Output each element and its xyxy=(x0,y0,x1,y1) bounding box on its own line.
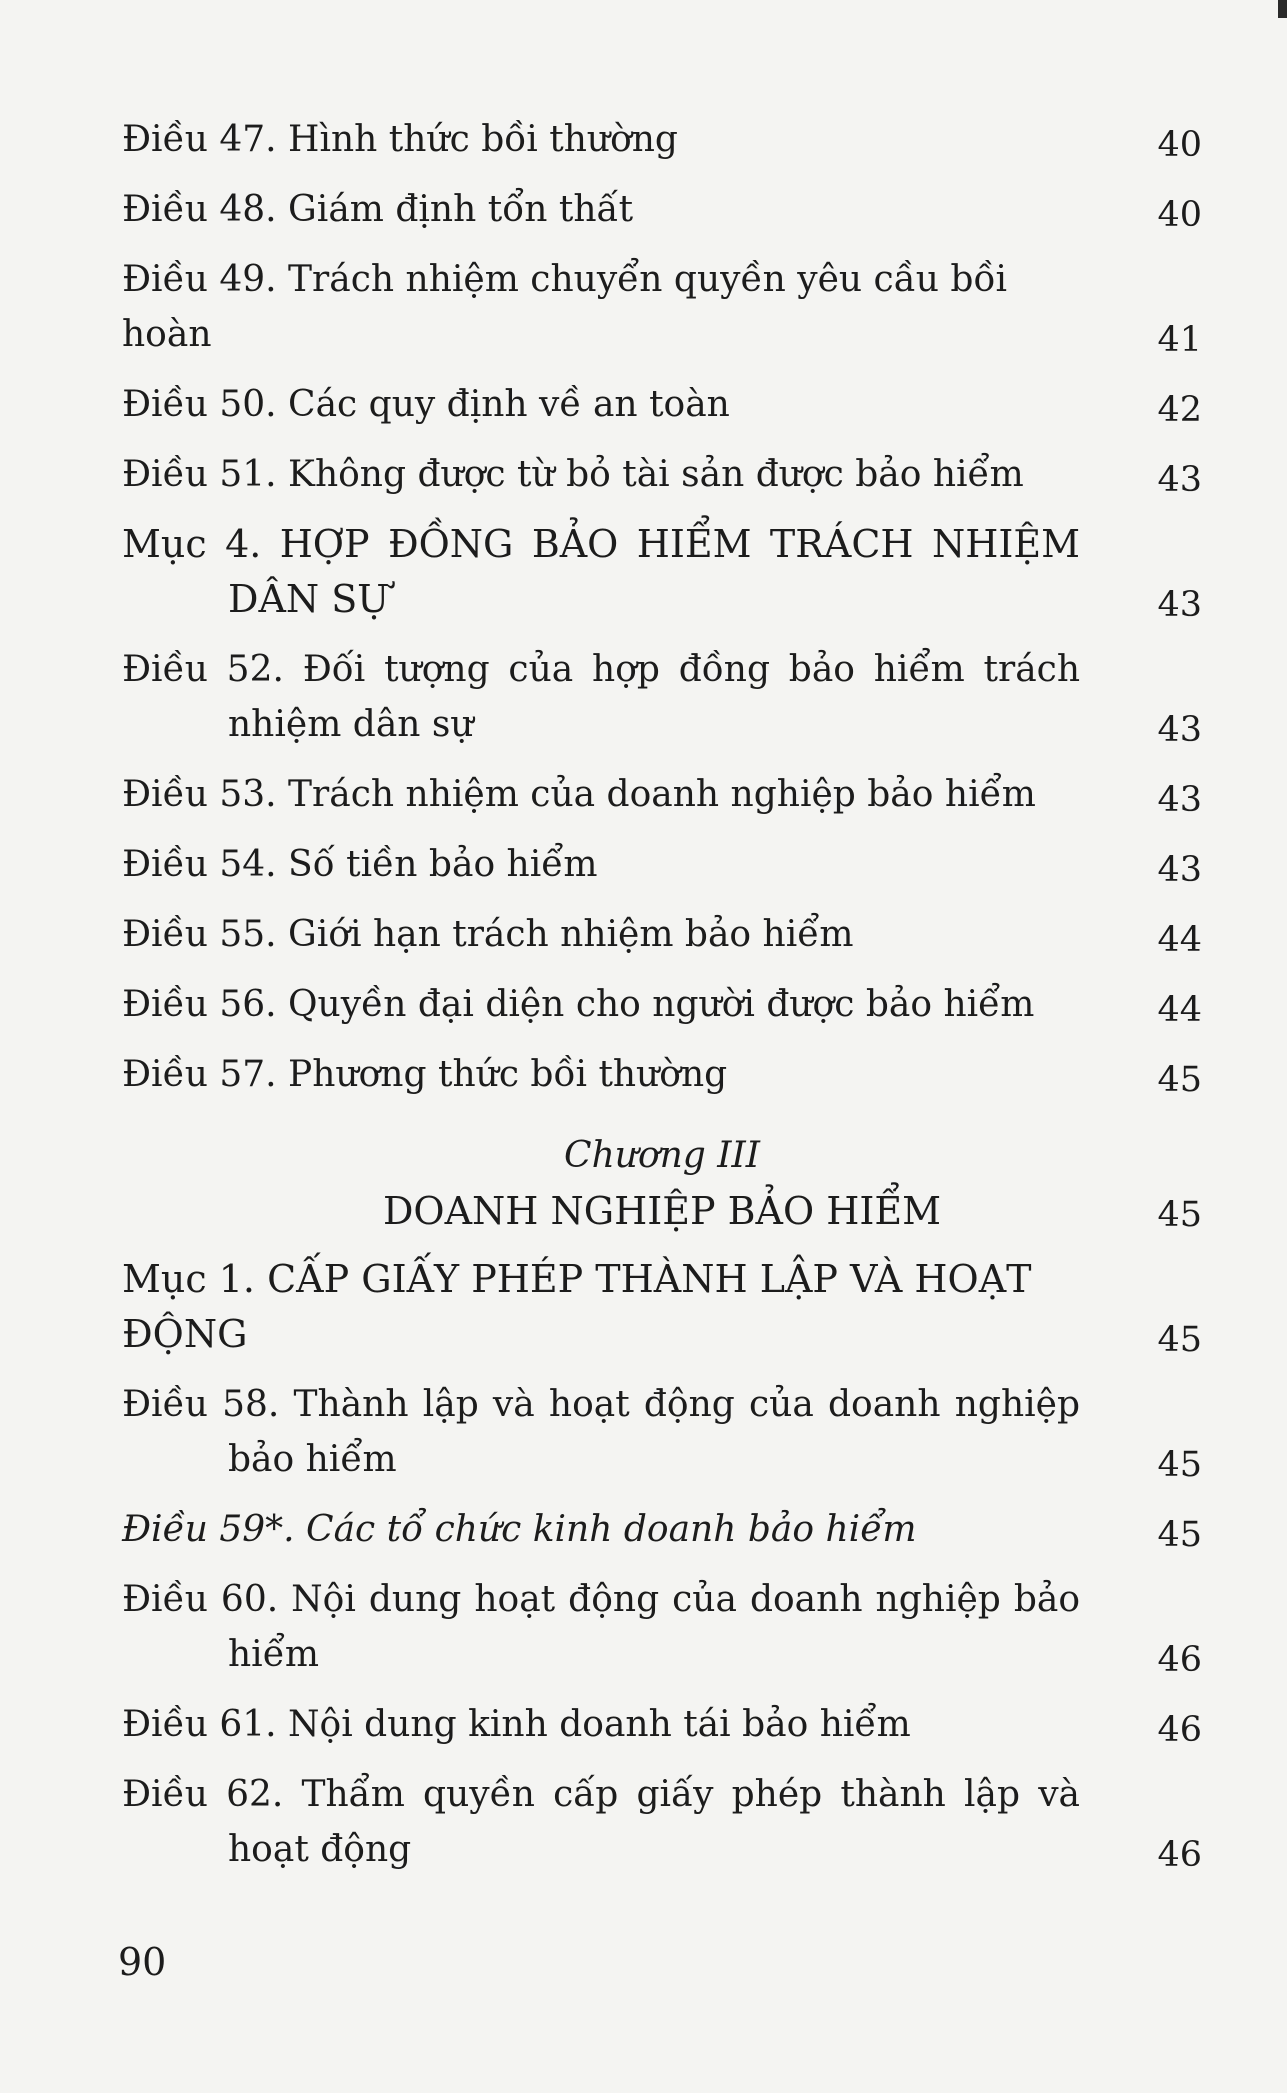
toc-entry-dieu-54 xyxy=(122,837,1202,892)
toc-entry-title: Điều 57. Phương thức bồi thường xyxy=(122,1054,728,1095)
toc-entry-dieu-58 xyxy=(122,1377,1202,1487)
toc-entry-dieu-53 xyxy=(122,767,1202,822)
page-number: 90 xyxy=(118,1940,167,1984)
toc-entry-page: 46 xyxy=(1157,1710,1202,1750)
toc-entry-page: 43 xyxy=(1157,710,1202,750)
toc-entry-page: 46 xyxy=(1157,1835,1202,1875)
toc-entry-title: Điều 60. Nội dung hoạt động của doanh nghiệp bảo xyxy=(122,1579,1080,1620)
toc-entry-page: 46 xyxy=(1157,1640,1202,1680)
toc-entry-title: Điều 62. Thẩm quyền cấp giấy phép thành lập và xyxy=(122,1774,1080,1815)
toc-entry-title-continued: hiểm xyxy=(228,1634,319,1675)
toc-entry-dieu-62 xyxy=(122,1767,1202,1877)
toc-entry-title-continued: bảo hiểm xyxy=(228,1439,397,1480)
toc-entry-title: Điều 48. Giám định tổn thất xyxy=(122,189,634,230)
toc-entry-page: 45 xyxy=(1157,1060,1202,1100)
toc-entry-dieu-59 xyxy=(122,1502,1202,1557)
toc-entry-dieu-61 xyxy=(122,1697,1202,1752)
toc-entry-title: Điều 59*. Các tổ chức kinh doanh bảo hiểm xyxy=(122,1509,917,1550)
toc-entry-page: 45 xyxy=(1157,1320,1202,1360)
toc-entry-title: Điều 50. Các quy định về an toàn xyxy=(122,384,730,425)
toc-entry-dieu-47 xyxy=(122,112,1202,167)
toc-entry-title: Điều 56. Quyền đại diện cho người được bảo hiểm xyxy=(122,984,1035,1025)
toc-entry-page: 45 xyxy=(1157,1445,1202,1485)
toc-entry-dieu-57 xyxy=(122,1047,1202,1102)
toc-entry-page: 44 xyxy=(1157,990,1202,1030)
toc-entry-dieu-51 xyxy=(122,447,1202,502)
toc-entry-title: Điều 53. Trách nhiệm của doanh nghiệp bảo hiểm xyxy=(122,774,1036,815)
toc-entry-page: 41 xyxy=(1157,320,1202,360)
toc-entry-title: Mục 1. CẤP GIẤY PHÉP THÀNH LẬP VÀ HOẠT ĐỘNG xyxy=(122,1257,1032,1356)
toc-entry-title: Điều 47. Hình thức bồi thường xyxy=(122,119,678,160)
table-of-contents xyxy=(122,112,1202,1892)
toc-entry-page: 43 xyxy=(1157,780,1202,820)
toc-entry-page: 43 xyxy=(1157,585,1202,625)
toc-entry-title: Điều 52. Đối tượng của hợp đồng bảo hiểm trách xyxy=(122,649,1080,690)
toc-entry-page: 40 xyxy=(1157,125,1202,165)
toc-entry-title: Mục 4. HỢP ĐỒNG BẢO HIỂM TRÁCH NHIỆM xyxy=(122,522,1080,566)
toc-entry-title: Điều 54. Số tiền bảo hiểm xyxy=(122,844,598,885)
toc-entry-title-continued: nhiệm dân sự xyxy=(228,704,474,745)
chapter-title: DOANH NGHIỆP BẢO HIỂM xyxy=(382,1189,942,1233)
toc-entry-title-continued: hoạt động xyxy=(228,1829,412,1870)
chapter-page: 45 xyxy=(1157,1195,1202,1235)
toc-entry-page: 43 xyxy=(1157,850,1202,890)
toc-entry-title: Điều 58. Thành lập và hoạt động của doanh nghiệp xyxy=(122,1384,1080,1425)
toc-entry-title: Điều 49. Trách nhiệm chuyển quyền yêu cầu bồi hoàn xyxy=(122,259,1007,355)
toc-entry-title: Điều 61. Nội dung kinh doanh tái bảo hiểm xyxy=(122,1704,911,1745)
toc-entry-page: 42 xyxy=(1157,390,1202,430)
toc-entry-dieu-60 xyxy=(122,1572,1202,1682)
toc-entry-page: 45 xyxy=(1157,1515,1202,1555)
toc-entry-dieu-55 xyxy=(122,907,1202,962)
toc-entry-page: 43 xyxy=(1157,460,1202,500)
chapter-heading xyxy=(122,1182,1202,1240)
toc-entry-dieu-50 xyxy=(122,377,1202,432)
toc-entry-title: Điều 51. Không được từ bỏ tài sản được bảo hiểm xyxy=(122,454,1024,495)
toc-entry-dieu-56 xyxy=(122,977,1202,1032)
toc-entry-dieu-48 xyxy=(122,182,1202,237)
toc-section-muc-4 xyxy=(122,517,1202,627)
chapter-label: Chương III xyxy=(564,1135,760,1176)
toc-section-muc-1 xyxy=(122,1252,1202,1362)
toc-entry-title: Điều 55. Giới hạn trách nhiệm bảo hiểm xyxy=(122,914,854,955)
toc-entry-dieu-52 xyxy=(122,642,1202,752)
toc-entry-page: 44 xyxy=(1157,920,1202,960)
toc-entry-page: 40 xyxy=(1157,195,1202,235)
toc-entry-title-continued: DÂN SỰ xyxy=(228,577,390,621)
toc-entry-dieu-49 xyxy=(122,252,1202,362)
page-edge-mark xyxy=(1278,0,1287,18)
